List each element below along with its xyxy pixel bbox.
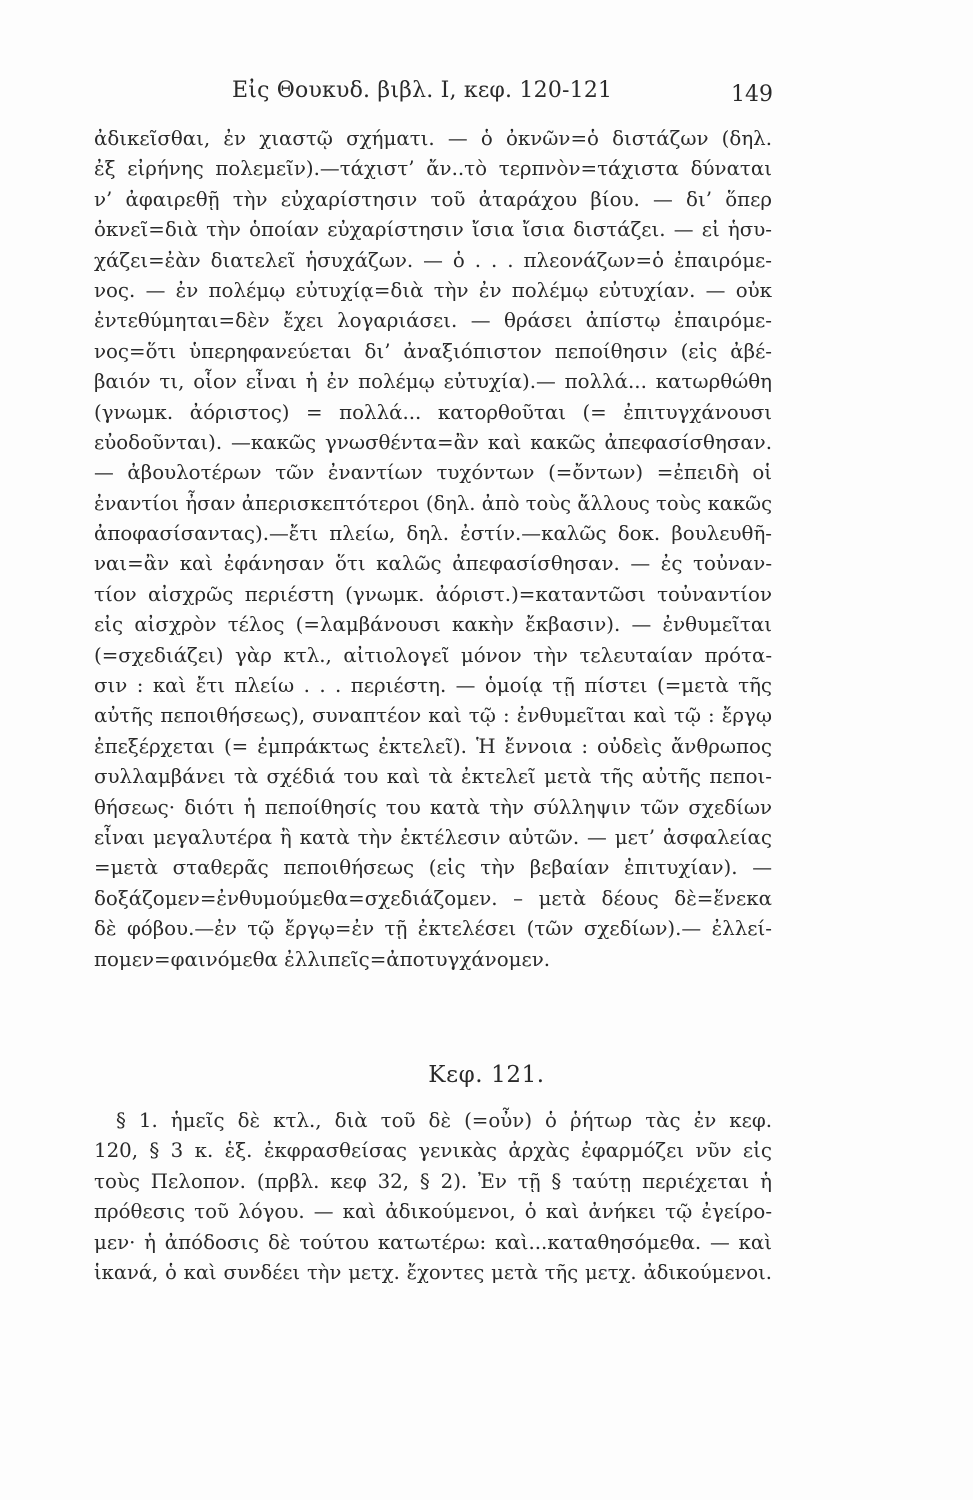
text-line: δοξάζομεν=ἐνθυμούμεθα=σχεδιάζομεν. – μετὰ δέους δὲ=ἕνεκα <box>94 886 772 910</box>
text-line: ναι=ἂν καὶ ἐφάνησαν ὅτι καλῶς ἀπεφασίσθησαν. — ἐς τοὐναν- <box>94 552 772 576</box>
text-line: ἐναντίοι ἦσαν ἀπερισκεπτότεροι (δηλ. ἀπὸ τοὺς ἄλλους τοὺς κακῶς <box>94 491 772 515</box>
text-line: ἐξ εἰρήνης πολεμεῖν).—τάχιστ’ ἄν..τὸ τερπνὸν=τάχιστα δύναται <box>94 157 772 181</box>
text-line: πρόθεσις τοῦ λόγου. — καὶ ἀδικούμενοι, ὁ καὶ ἀνήκει τῷ ἐγείρο- <box>94 1200 772 1224</box>
text-line: σιν : καὶ ἔτι πλείω . . . περιέστη. — ὁμοίᾳ τῇ πίστει (=μετὰ τῆς <box>94 674 772 698</box>
text-line: νος=ὅτι ὑπερηφανεύεται δι’ ἀναξιόπιστον πεποίθησιν (εἰς ἀβέ- <box>94 339 772 363</box>
text-line: νος. — ἐν πολέμῳ εὐτυχίᾳ=διὰ τὴν ἐν πολέμῳ εὐτυχίαν. — οὐκ <box>94 278 772 302</box>
text-line: εὐοδοῦνται). —κακῶς γνωσθέντα=ἂν καὶ κακῶς ἀπεφασίσθησαν. <box>94 430 772 454</box>
chapter-text <box>94 1106 772 1288</box>
commentary-text <box>94 124 772 975</box>
text-line: ἐπεξέρχεται (= ἐμπράκτως ἐκτελεῖ). Ἡ ἔννοια : οὐδεὶς ἄνθρωπος <box>94 734 772 758</box>
text-line: εἶναι μεγαλυτέρα ἢ κατὰ τὴν ἐκτέλεσιν αὐτῶν. — μετ’ ἀσφαλείας <box>94 825 772 849</box>
text-line: συλλαμβάνει τὰ σχέδιά του καὶ τὰ ἐκτελεῖ μετὰ τῆς αὐτῆς πεποι- <box>94 765 772 789</box>
chapter-heading: Κεφ. 121. <box>428 1062 545 1088</box>
text-line: ἱκανά, ὁ καὶ συνδέει τὴν μετχ. ἔχοντες μετὰ τῆς μετχ. ἀδικούμενοι. <box>94 1260 772 1284</box>
text-line: ἀποφασίσαντας).—ἔτι πλείω, δηλ. ἐστίν.—καλῶς δοκ. βουλευθῆ- <box>94 522 772 546</box>
text-line: ν’ ἀφαιρεθῇ τὴν εὐχαρίστησιν τοῦ ἀταράχου βίου. — δι’ ὅπερ <box>94 187 772 211</box>
text-line: μεν· ἡ ἀπόδοσις δὲ τούτου κατωτέρω: καὶ...καταθησόμεθα. — καὶ <box>94 1230 772 1254</box>
running-title: Εἰς Θουκυδ. βιβλ. Ι, κεφ. 120-121 <box>232 78 613 103</box>
text-line: ἀδικεῖσθαι, ἐν χιαστῷ σχήματι. — ὁ ὀκνῶν=ὁ διστάζων (δηλ. <box>94 127 772 150</box>
text-line: αὐτῆς πεποιθήσεως), συναπτέον καὶ τῷ : ἐνθυμεῖται καὶ τῷ : ἔργῳ <box>94 704 772 728</box>
text-line: τοὺς Πελοπον. (πρβλ. κεφ 32, § 2). Ἐν τῇ § ταύτῃ περιέχεται ἡ <box>94 1169 772 1193</box>
text-line: 120, § 3 κ. ἑξ. ἐκφρασθείσας γενικὰς ἀρχὰς ἐφαρμόζει νῦν εἰς <box>94 1139 772 1163</box>
text-line: δὲ φόβου.—ἐν τῷ ἔργῳ=ἐν τῇ ἐκτελέσει (τῶν σχεδίων).— ἐλλεί- <box>94 917 772 941</box>
text-line: ἐντεθύμηται=δὲν ἔχει λογαριάσει. — θράσει ἀπίστῳ ἐπαιρόμε- <box>94 309 772 333</box>
page-number: 149 <box>731 82 773 107</box>
text-line: πομεν=φαινόμεθα ἐλλιπεῖς=ἀποτυγχάνομεν. <box>94 947 551 971</box>
text-line: — ἀβουλοτέρων τῶν ἐναντίων τυχόντων (=ὄντων) =ἐπειδὴ οἱ <box>94 461 772 485</box>
text-line: (γνωμκ. ἀόριστος) = πολλά... κατορθοῦται (= ἐπιτυγχάνουσι <box>94 400 772 424</box>
text-line: =μετὰ σταθερᾶς πεποιθήσεως (εἰς τὴν βεβαίαν ἐπιτυχίαν). — <box>94 856 772 880</box>
text-line: θήσεως· διότι ἡ πεποίθησίς του κατὰ τὴν σύλληψιν τῶν σχεδίων <box>94 795 772 819</box>
text-line: ὀκνεῖ=διὰ τὴν ὁποίαν εὐχαρίστησιν ἴσια ἴσια διστάζει. — εἰ ἡσυ- <box>94 218 772 242</box>
text-line: χάζει=ἐὰν διατελεῖ ἡσυχάζων. — ὁ . . . πλεονάζων=ὁ ἐπαιρόμε- <box>94 248 772 272</box>
text-line: § 1. ἡμεῖς δὲ κτλ., διὰ τοῦ δὲ (=οὖν) ὁ ῥήτωρ τὰς ἐν κεφ. <box>116 1109 772 1132</box>
text-line: τίον αἰσχρῶς περιέστη (γνωμκ. ἀόριστ.)=καταντῶσι τοὐναντίον <box>94 582 772 606</box>
text-line: εἰς αἰσχρὸν τέλος (=λαμβάνουσι κακὴν ἔκβασιν). — ἐνθυμεῖται <box>94 613 772 637</box>
text-line: (=σχεδιάζει) γὰρ κτλ., αἰτιολογεῖ μόνον τὴν τελευταίαν πρότα- <box>94 643 772 667</box>
text-line: βαιόν τι, οἷον εἶναι ἡ ἐν πολέμῳ εὐτυχία).— πολλά... κατωρθώθη <box>94 370 772 394</box>
